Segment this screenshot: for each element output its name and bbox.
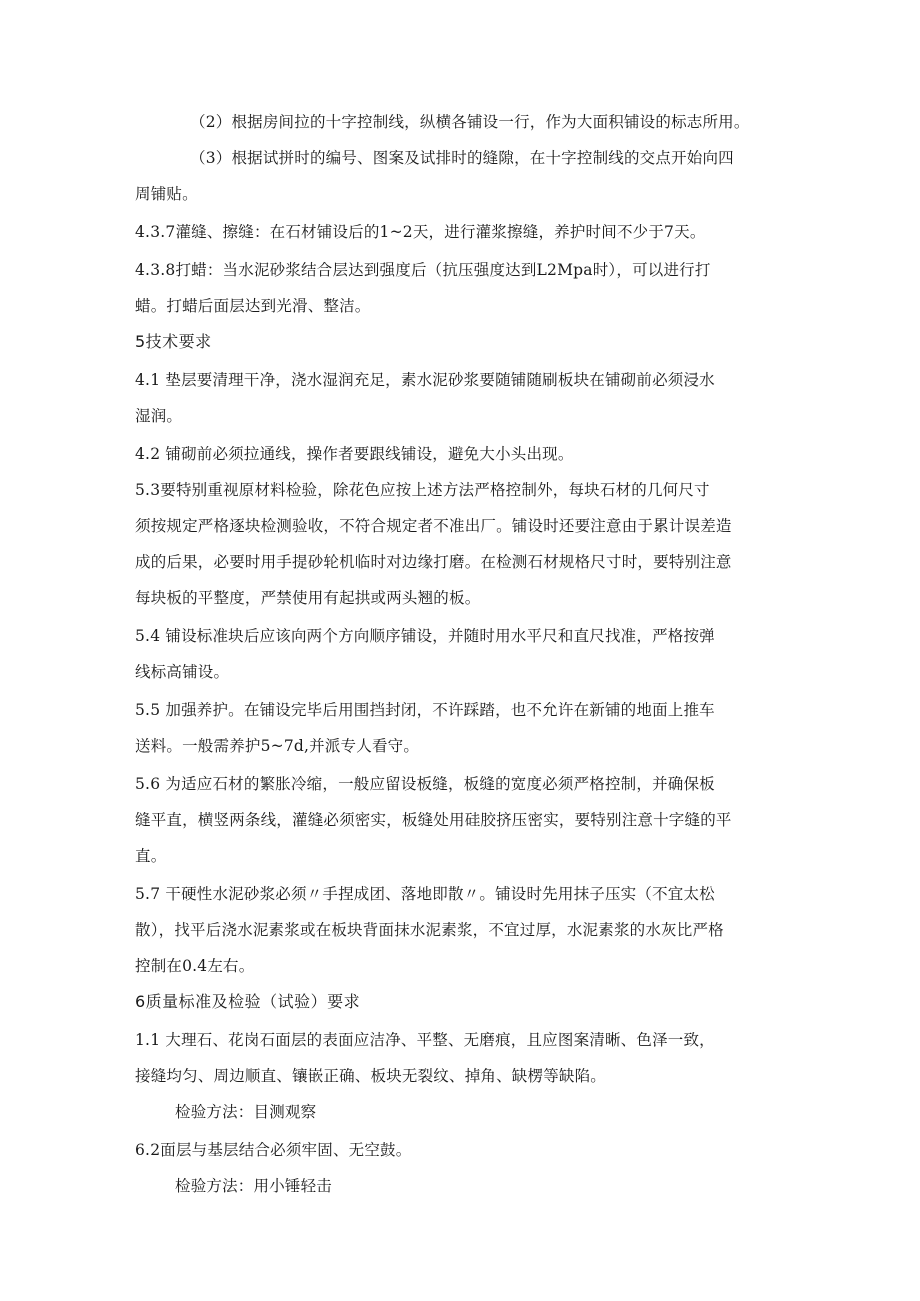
paragraph-line: 线标高铺设。 bbox=[135, 663, 230, 681]
paragraph-line: 4.2 铺砌前必须拉通线，操作者要跟线铺设，避免大小头出现。 bbox=[135, 445, 574, 463]
paragraph-line: 6.2面层与基层结合必须牢固、无空鼓。 bbox=[135, 1141, 412, 1159]
paragraph-line: 5.3要特别重视原材料检验，除花色应按上述方法严格控制外，每块石材的几何尺寸 bbox=[135, 481, 710, 499]
paragraph-line: 须按规定严格逐块检测验收，不符合规定者不准出厂。铺设时还要注意由于累计误差造 bbox=[135, 517, 732, 535]
paragraph-line: 5.4 铺设标准块后应该向两个方向顺序铺设，并随时用水平尺和直尺找准，严格按弹 bbox=[135, 627, 715, 645]
paragraph-line: 5.5 加强养护。在铺设完毕后用围挡封闭，不许踩踏，也不允许在新铺的地面上推车 bbox=[135, 701, 715, 719]
paragraph-line: 成的后果，必要时用手提砂轮机临时对边缘打磨。在检测石材规格尺寸时，要特别注意 bbox=[135, 553, 732, 571]
section-heading: 6质量标准及检验（试验）要求 bbox=[135, 992, 361, 1011]
paragraph-line: 接缝均匀、周边顺直、镶嵌正确、板块无裂纹、掉角、缺楞等缺陷。 bbox=[135, 1067, 607, 1085]
section-heading: 5技术要求 bbox=[135, 332, 212, 351]
paragraph-line: 4.1 垫层要清理干净，浇水湿润充足，素水泥砂浆要随铺随刷板块在铺砌前必须浸水 bbox=[135, 371, 715, 389]
inspection-method-line: 检验方法：目测观察 bbox=[175, 1103, 317, 1121]
paragraph-line: 缝平直，横竖两条线，灌缝必须密实，板缝处用硅胶挤压密实，要特别注意十字缝的平 bbox=[135, 811, 732, 829]
paragraph-line: 5.7 干硬性水泥砂浆必须〃手捏成团、落地即散〃。铺设时先用抹子压实（不宜太松 bbox=[135, 885, 715, 903]
paragraph-line: 4.3.7灌缝、擦缝：在石材铺设后的1~2天，进行灌浆擦缝，养护时间不少于7天。 bbox=[135, 223, 706, 241]
paragraph-line: 直。 bbox=[135, 847, 167, 865]
paragraph-line: 每块板的平整度，严禁使用有起拱或两头翘的板。 bbox=[135, 589, 481, 607]
paragraph-line: 控制在0.4左右。 bbox=[135, 957, 255, 975]
paragraph-line: 送料。一般需养护5~7d,并派专人看守。 bbox=[135, 737, 420, 755]
paragraph-line: （3）根据试拼时的编号、图案及试排时的缝隙，在十字控制线的交点开始向四 bbox=[190, 149, 734, 167]
paragraph-line: 蜡。打蜡后面层达到光滑、整洁。 bbox=[135, 297, 371, 315]
inspection-method-line: 检验方法：用小锤轻击 bbox=[175, 1177, 333, 1195]
paragraph-line: 周铺贴。 bbox=[135, 185, 198, 203]
paragraph-line: 5.6 为适应石材的繁胀冷缩，一般应留设板缝，板缝的宽度必须严格控制，并确保板 bbox=[135, 775, 715, 793]
paragraph-line: 湿润。 bbox=[135, 407, 183, 425]
paragraph-line: 1.1 大理石、花岗石面层的表面应洁净、平整、无磨痕，且应图案清晰、色泽一致， bbox=[135, 1031, 715, 1049]
paragraph-line: 4.3.8打蜡：当水泥砂浆结合层达到强度后（抗压强度达到L2Mpa时），可以进行打 bbox=[135, 261, 711, 279]
paragraph-line: （2）根据房间拉的十字控制线，纵横各铺设一行，作为大面积铺设的标志所用。 bbox=[190, 113, 750, 131]
paragraph-line: 散），找平后浇水泥素浆或在板块背面抹水泥素浆，不宜过厚，水泥素浆的水灰比严格 bbox=[135, 921, 724, 939]
